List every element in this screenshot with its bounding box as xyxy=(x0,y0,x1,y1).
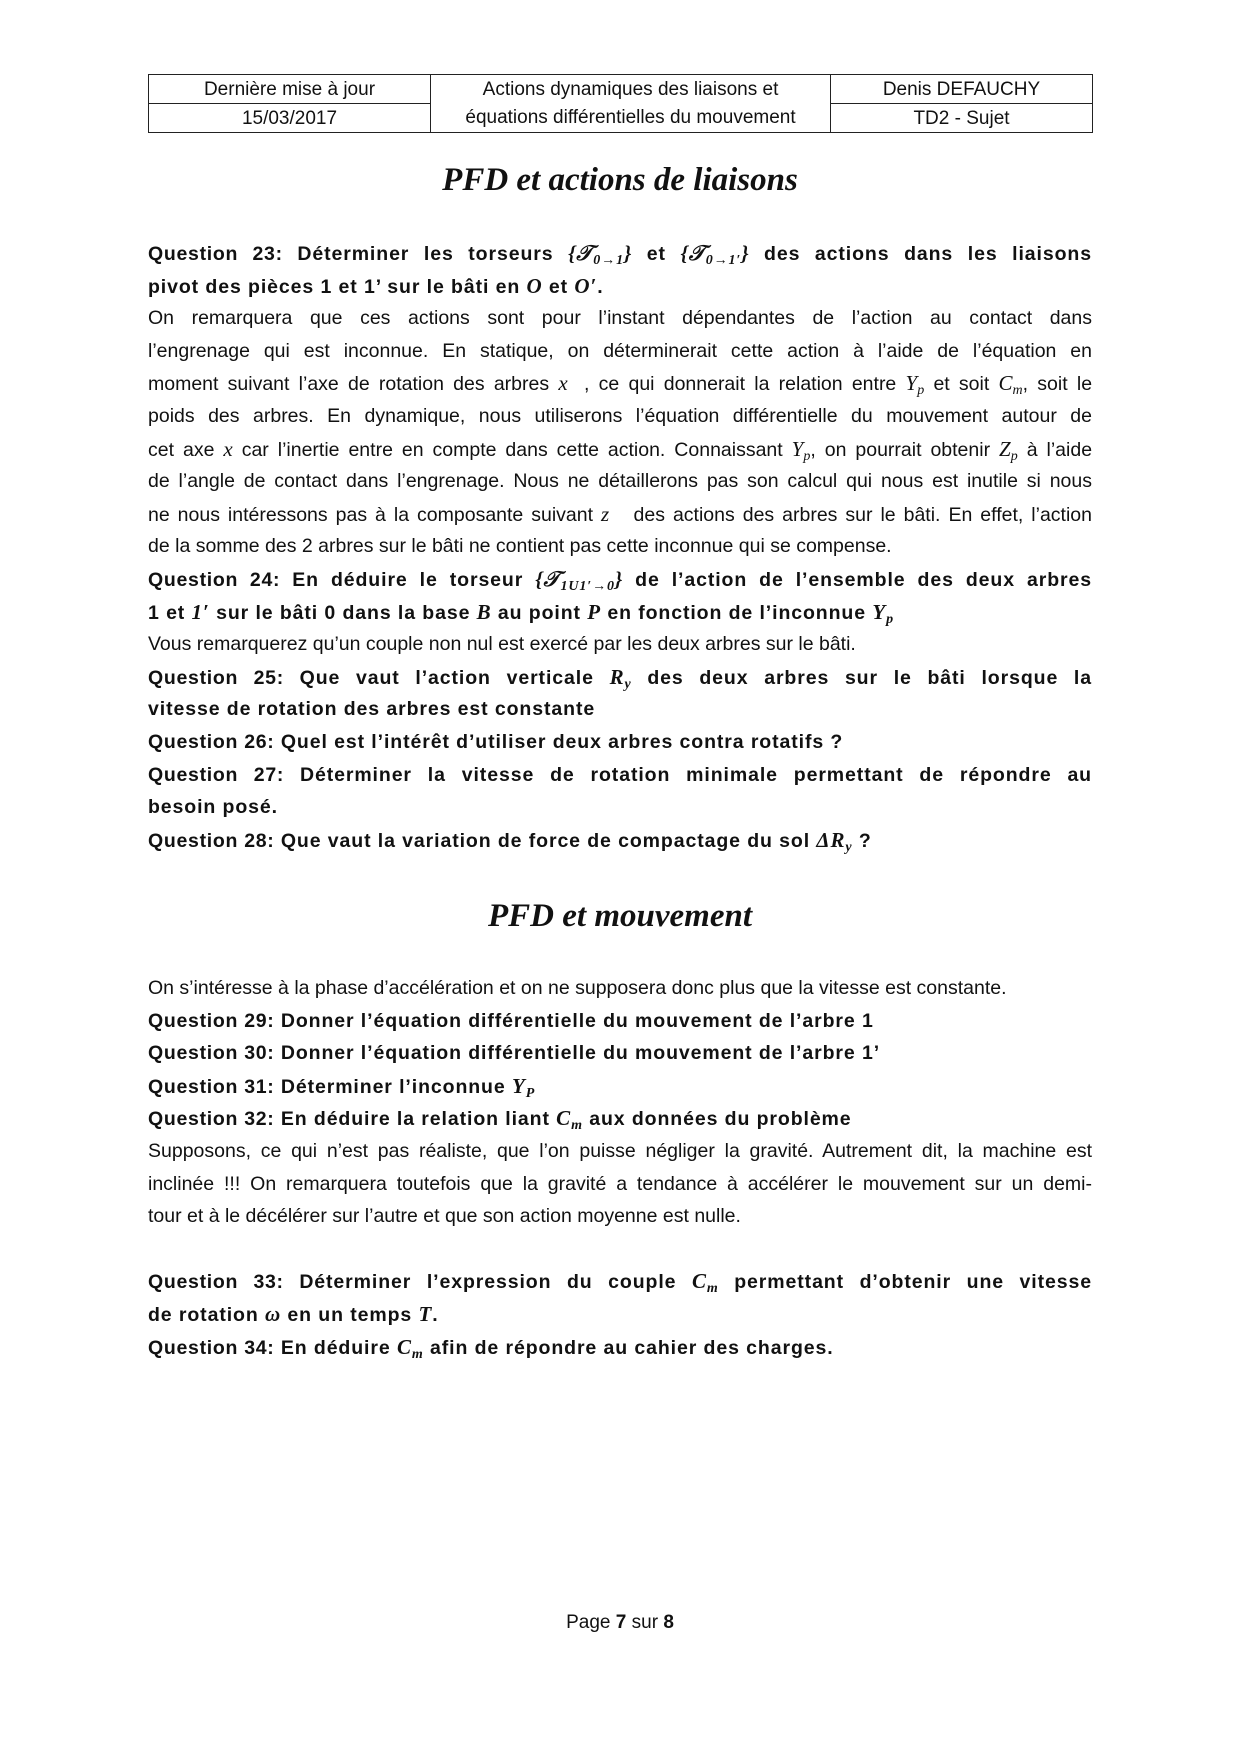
update-date: 15/03/2017 xyxy=(149,104,431,133)
question-23-cont: pivot des pièces 1 et 1’ sur le bâti en O et O′. xyxy=(148,273,604,298)
question-29: Question 29: Donner l’équation différentielle du mouvement de l’arbre 1 xyxy=(148,1009,874,1032)
of-word: sur xyxy=(631,1612,659,1633)
question-24-cont: 1 et 1′ sur le bâti 0 dans la base B au point P en fonction de l’inconnue $Y_p$ xyxy=(148,599,894,627)
question-33: Question 33: Déterminer l’expression du couple $C_m$ permettant d’obtenir une vitesse xyxy=(148,1269,1092,1297)
document-title: Actions dynamiques des liaisons et équations différentielles du mouvement xyxy=(431,75,831,133)
paragraph-line: Supposons, ce qui n’est pas réaliste, que l’on puisse négliger la gravité. Autrement dit, la machine est xyxy=(148,1139,1092,1162)
question-25-cont: vitesse de rotation des arbres est constante xyxy=(148,698,596,721)
question-32: Question 32: En déduire la relation liant $C_m$ aux données du problème xyxy=(148,1106,852,1134)
paragraph-line: ne nous intéressons pas à la composante suivant z⃗ des actions des arbres sur le bâti. En effet, l’action xyxy=(148,501,1092,526)
paragraph-line: de l’angle de contact dans l’engrenage. Nous ne détaillerons pas son calcul qui nous est inutile si nous xyxy=(148,470,1092,493)
document-code: TD2 - Sujet xyxy=(831,104,1093,133)
question-24: Question 24: En déduire le torseur {𝒯$_{1U1'\to 0}$} de l’action de l’ensemble des deux arbres xyxy=(148,566,1092,594)
header-table xyxy=(148,74,1093,133)
paragraph-line: cet axe x car l’inertie entre en compte dans cette action. Connaissant $Y_p$, on pourrait obtenir $Z_p$ à l’aide xyxy=(148,436,1093,464)
paragraph-line: tour et à le décélérer sur l’autre et que son action moyenne est nulle. xyxy=(148,1205,741,1228)
section-title-liaisons: PFD et actions de liaisons xyxy=(442,162,798,198)
paragraph-line: On remarquera que ces actions sont pour l’instant dépendantes de l’action au contact dans xyxy=(148,307,1092,330)
paragraph-line: On s’intéresse à la phase d’accélération et on ne supposera donc plus que la vitesse est constante. xyxy=(148,977,1007,999)
paragraph-line: de la somme des 2 arbres sur le bâti ne contient pas cette inconnue qui se compense. xyxy=(148,535,892,558)
page-total: 8 xyxy=(663,1612,674,1633)
question-26: Question 26: Quel est l’intérêt d’utiliser deux arbres contra rotatifs ? xyxy=(148,730,844,753)
question-27: Question 27: Déterminer la vitesse de rotation minimale permettant de répondre au xyxy=(148,763,1092,786)
page-number: 7 xyxy=(615,1612,627,1633)
update-label: Dernière mise à jour xyxy=(149,75,431,104)
paragraph-line: poids des arbres. En dynamique, nous utiliserons l’équation différentielle du mouvement autour de xyxy=(148,404,1092,427)
paragraph-line: inclinée !!! On remarquera toutefois que la gravité a tendance à accélérer le mouvement sur un demi- xyxy=(148,1172,1092,1195)
section-body-liaisons xyxy=(148,237,1092,856)
page-word: Page xyxy=(566,1612,611,1633)
question-28: Question 28: Que vaut la variation de force de compactage du sol $\Delta R_y$ ? xyxy=(148,827,872,855)
question-30: Question 30: Donner l’équation différentielle du mouvement de l’arbre 1’ xyxy=(148,1042,881,1065)
section-title-mouvement: PFD et mouvement xyxy=(488,898,752,934)
question-33-cont: de rotation ω en un temps T. xyxy=(148,1301,439,1326)
question-27-cont: besoin posé. xyxy=(148,796,278,819)
question-23: Question 23: Déterminer les torseurs {𝒯$_{0\to 1}$} et {𝒯$_{0\to 1'}$} des actions dans les liaisons xyxy=(148,241,1092,268)
question-34: Question 34: En déduire $C_m$ afin de répondre au cahier des charges. xyxy=(148,1334,834,1362)
paragraph-line: moment suivant l’axe de rotation des arbres x⃗, ce qui donnerait la relation entre $Y_p$ et soit $C_m$, soit le xyxy=(148,371,1093,399)
paragraph-line: l’engrenage qui est inconnue. En statique, on déterminerait cette action à l’aide de l’équation en xyxy=(148,339,1092,362)
paragraph-line: Vous remarquerez qu’un couple non nul est exercé par les deux arbres sur le bâti. xyxy=(148,633,856,656)
blank-line xyxy=(148,1233,1092,1266)
page-footer xyxy=(148,1612,1092,1634)
question-25: Question 25: Que vaut l’action verticale $R_y$ des deux arbres sur le bâti lorsque la xyxy=(148,664,1092,692)
author-name: Denis DEFAUCHY xyxy=(831,75,1093,104)
question-31: Question 31: Déterminer l’inconnue $Y_P$ xyxy=(148,1073,536,1101)
section-body-mouvement xyxy=(148,972,1092,1363)
